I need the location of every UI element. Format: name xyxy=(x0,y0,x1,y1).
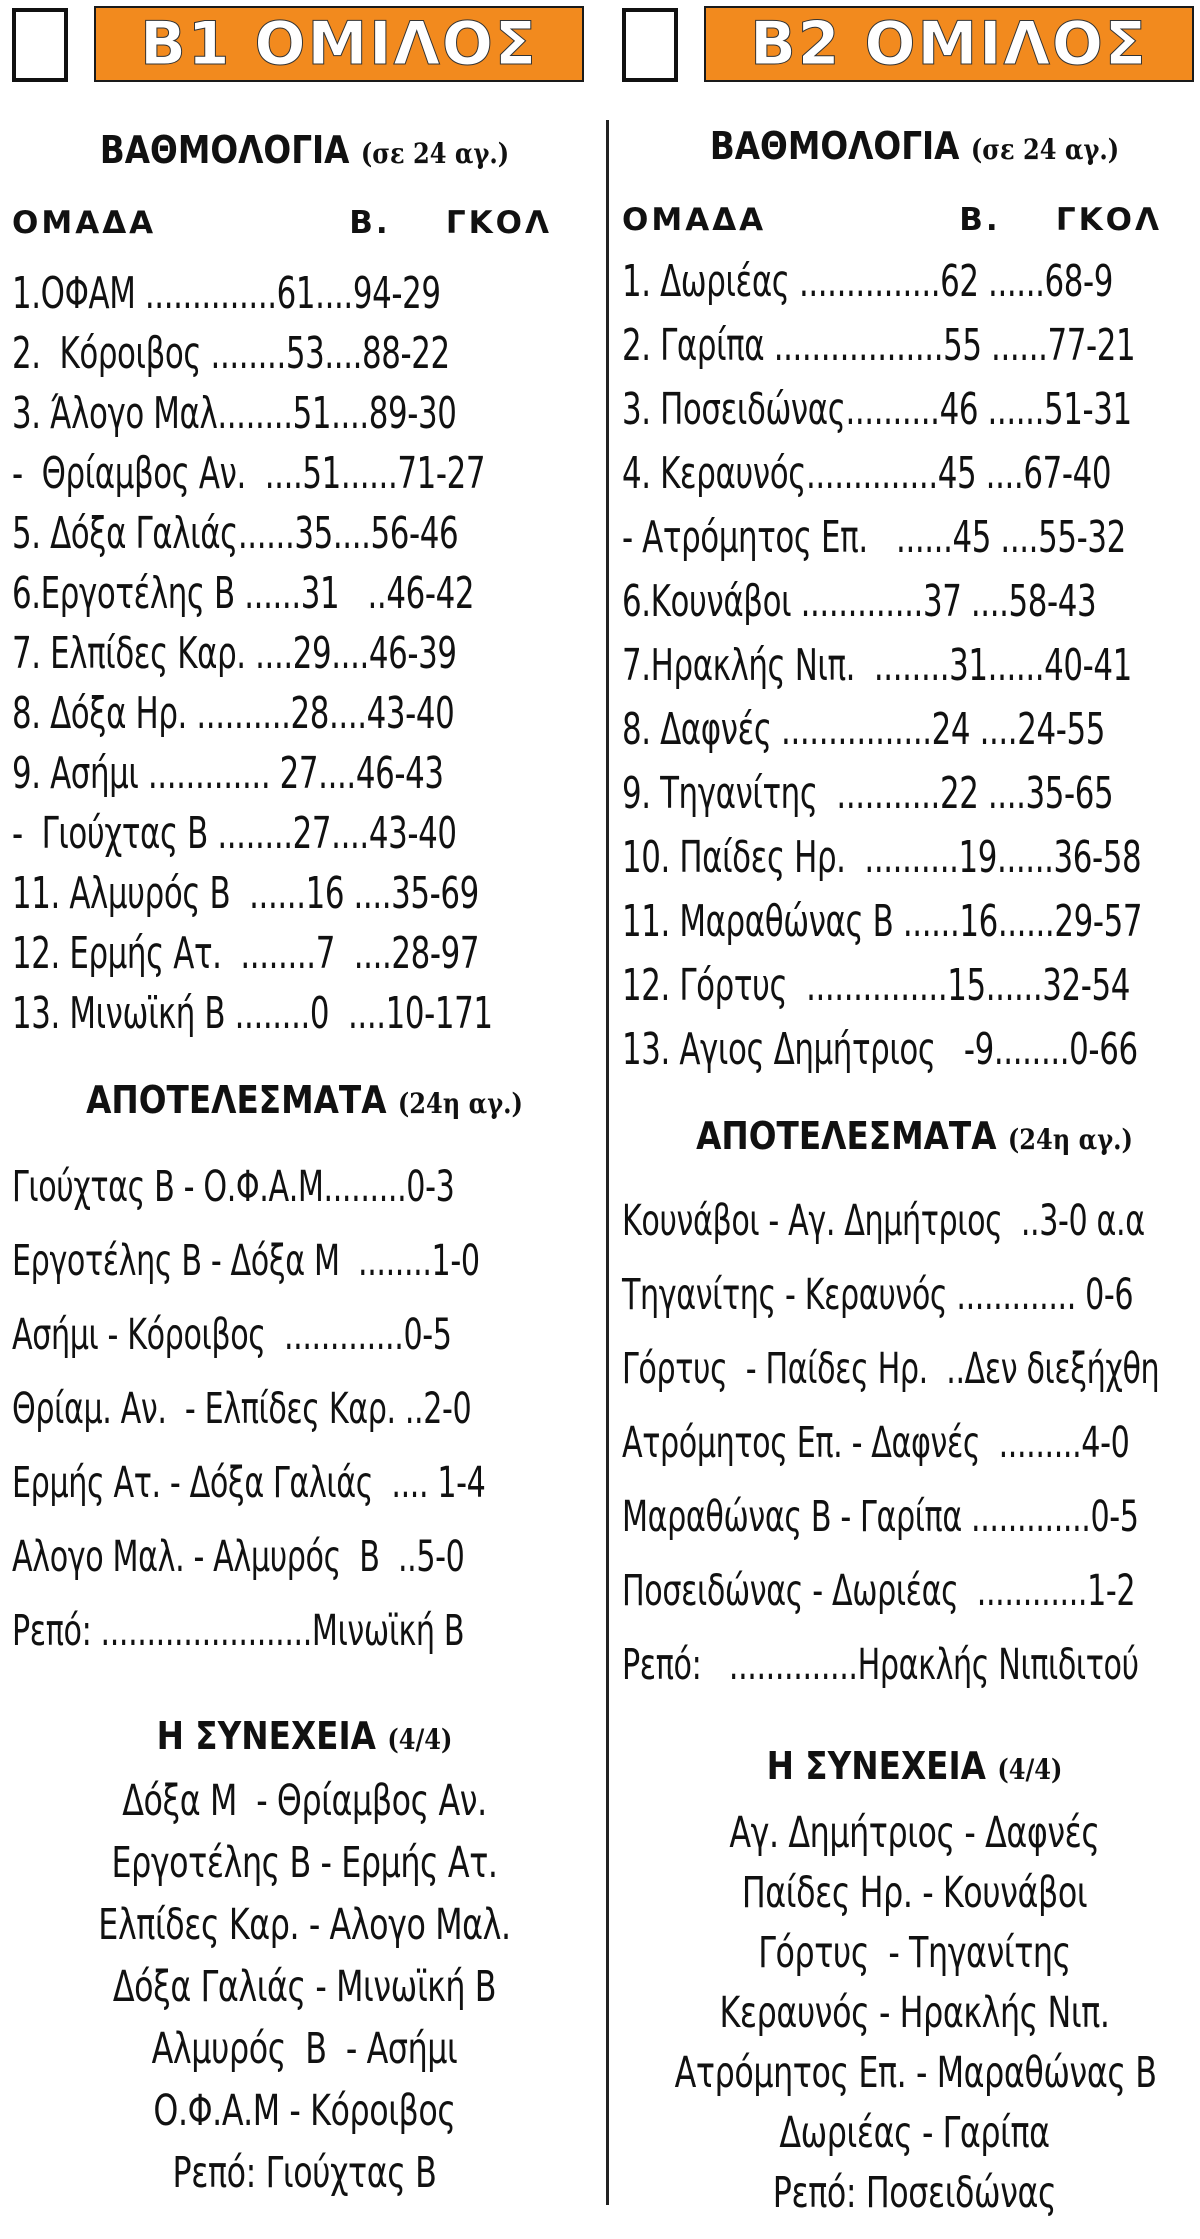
fixture-row: Γόρτυς - Τηγανίτης xyxy=(758,1928,1071,1978)
group-b1-checkbox[interactable] xyxy=(12,8,68,82)
standings-row: 5. Δόξα Γαλιάς......35....56-46 xyxy=(12,508,459,559)
standings-row: 10. Παίδες Ηρ. ..........19......36-58 xyxy=(622,832,1142,883)
standings-row: 2. Γαρίπα ..................55 ......77-21 xyxy=(622,320,1136,371)
standings-row: 13. Αγιος Δημήτριος -9........0-66 xyxy=(622,1024,1138,1075)
fixture-row: Ατρόμητος Επ. - Μαραθώνας Β xyxy=(674,2048,1157,2098)
result-row: Ασήμι - Κόροιβος .............0-5 xyxy=(12,1310,452,1360)
b1-next-title-text: Η ΣΥΝΕΧΕΙΑ xyxy=(156,1714,376,1758)
column-divider xyxy=(606,120,609,2205)
standings-row: 12. Γόρτυς ...............15......32-54 xyxy=(622,960,1130,1011)
group-b2-title-banner xyxy=(704,6,1194,82)
b2-next-title xyxy=(663,1744,1166,1788)
standings-row: - Ατρόμητος Επ. ......45 ....55-32 xyxy=(622,512,1126,563)
result-row: Μαραθώνας Β - Γαρίπα .............0-5 xyxy=(622,1492,1139,1542)
b1-results-subtitle: (24η αγ.) xyxy=(397,1087,523,1120)
fixture-row: Ελπίδες Καρ. - Αλογο Μαλ. xyxy=(98,1900,511,1950)
standings-row: 3. Άλογο Μαλ........51....89-30 xyxy=(12,388,457,439)
fixture-row: Αγ. Δημήτριος - Δαφνές xyxy=(729,1808,1100,1858)
result-row: Γιούχτας Β - Ο.Φ.Α.Μ.........0-3 xyxy=(12,1162,455,1212)
b2-next-title-text: Η ΣΥΝΕΧΕΙΑ xyxy=(766,1744,986,1788)
b2-standings-column-header: ΟΜΑΔΑ Β. ΓΚΟΛ xyxy=(622,202,1162,238)
group-b2-title: B2 ΟΜΙΛΟΣ xyxy=(750,9,1148,79)
result-row: Ερμής Ατ. - Δόξα Γαλιάς .... 1-4 xyxy=(12,1458,486,1508)
fixture-row: Δόξα Μ - Θρίαμβος Αν. xyxy=(122,1776,487,1826)
group-b1-title-banner xyxy=(94,6,584,82)
standings-row: 4. Κεραυνός..............45 ....67-40 xyxy=(622,448,1112,499)
b1-next-subtitle: (4/4) xyxy=(387,1723,453,1756)
b1-results-title-text: ΑΠΟΤΕΛΕΣΜΑΤΑ xyxy=(86,1078,387,1122)
standings-row: 6.Κουνάβοι .............37 ....58-43 xyxy=(622,576,1097,627)
result-row: Ρεπό: .......................Μινωϊκή Β xyxy=(12,1606,465,1656)
group-b1-title: B1 ΟΜΙΛΟΣ xyxy=(140,9,538,79)
standings-row: 8. Δαφνές ................24 ....24-55 xyxy=(622,704,1105,755)
group-b2-checkbox[interactable] xyxy=(622,8,678,82)
result-row: Θρίαμ. Αν. - Ελπίδες Καρ. ..2-0 xyxy=(12,1384,472,1434)
fixture-row: Δωριέας - Γαρίπα xyxy=(779,2108,1050,2158)
b1-next-title xyxy=(53,1714,556,1758)
result-row: Ατρόμητος Επ. - Δαφνές .........4-0 xyxy=(622,1418,1130,1468)
standings-row: - Θρίαμβος Αν. ....51......71-27 xyxy=(12,448,486,499)
b2-results-title-text: ΑΠΟΤΕΛΕΣΜΑΤΑ xyxy=(696,1114,997,1158)
result-row: Αλογο Μαλ. - Αλμυρός Β ..5-0 xyxy=(12,1532,465,1582)
b2-standings-subtitle: (σε 24 αγ.) xyxy=(970,133,1120,166)
standings-row: 7.Ηρακλής Νιπ. ........31......40-41 xyxy=(622,640,1132,691)
b2-standings-title xyxy=(663,124,1166,168)
fixture-row: Κεραυνός - Ηρακλής Νιπ. xyxy=(719,1988,1110,2038)
b1-standings-title-text: ΒΑΘΜΟΛΟΓΙΑ xyxy=(99,128,350,172)
standings-row: 9. Ασήμι ............. 27....46-43 xyxy=(12,748,444,799)
group-b1-column xyxy=(12,0,597,2239)
standings-row: 9. Τηγανίτης ...........22 ....35-65 xyxy=(622,768,1114,819)
b1-standings-column-header: ΟΜΑΔΑ Β. ΓΚΟΛ xyxy=(12,205,552,241)
fixture-row: Εργοτέλης Β - Ερμής Ατ. xyxy=(111,1838,498,1888)
fixture-row: Ρεπό: Ποσειδώνας xyxy=(772,2168,1057,2218)
standings-row: 7. Ελπίδες Καρ. ....29....46-39 xyxy=(12,628,457,679)
result-row: Γόρτυς - Παίδες Ηρ. ..Δεν διεξήχθη xyxy=(622,1344,1160,1394)
group-b2-header xyxy=(622,0,1200,85)
result-row: Ρεπό: ..............Ηρακλής Νιπιδιτού xyxy=(622,1640,1139,1690)
result-row: Εργοτέλης Β - Δόξα Μ ........1-0 xyxy=(12,1236,480,1286)
b2-next-subtitle: (4/4) xyxy=(997,1753,1063,1786)
group-b2-column xyxy=(622,0,1200,2239)
standings-row: 11. Αλμυρός Β ......16 ....35-69 xyxy=(12,868,479,919)
standings-row: 11. Μαραθώνας Β ......16......29-57 xyxy=(622,896,1143,947)
group-b1-header xyxy=(12,0,597,85)
standings-row: 13. Μινωϊκή Β ........0 ....10-171 xyxy=(12,988,493,1039)
fixture-row: Αλμυρός Β - Ασήμι xyxy=(151,2024,458,2074)
standings-row: - Γιούχτας Β ........27....43-40 xyxy=(12,808,457,859)
fixture-row: Ο.Φ.Α.Μ - Κόροιβος xyxy=(153,2086,456,2136)
standings-row: 12. Ερμής Ατ. ........7 ....28-97 xyxy=(12,928,480,979)
b1-standings-title xyxy=(53,128,556,172)
b1-results-title xyxy=(53,1078,556,1122)
result-row: Ποσειδώνας - Δωριέας ............1-2 xyxy=(622,1566,1136,1616)
standings-row: 1. Δωριέας ...............62 ......68-9 xyxy=(622,256,1114,307)
fixture-row: Ρεπό: Γιούχτας Β xyxy=(172,2148,437,2198)
b1-standings-subtitle: (σε 24 αγ.) xyxy=(360,137,510,170)
standings-row: 6.Εργοτέλης Β ......31 ..46-42 xyxy=(12,568,475,619)
result-row: Τηγανίτης - Κεραυνός ............. 0-6 xyxy=(622,1270,1134,1320)
fixture-row: Παίδες Ηρ. - Κουνάβοι xyxy=(741,1868,1088,1918)
b2-results-title xyxy=(663,1114,1166,1158)
standings-row: 1.ΟΦΑΜ ..............61....94-29 xyxy=(12,268,441,319)
b2-results-subtitle: (24η αγ.) xyxy=(1007,1123,1133,1156)
standings-row: 3. Ποσειδώνας..........46 ......51-31 xyxy=(622,384,1132,435)
standings-row: 2. Κόροιβος ........53....88-22 xyxy=(12,328,450,379)
fixture-row: Δόξα Γαλιάς - Μινωϊκή Β xyxy=(112,1962,497,2012)
standings-row: 8. Δόξα Ηρ. ..........28....43-40 xyxy=(12,688,455,739)
b2-standings-title-text: ΒΑΘΜΟΛΟΓΙΑ xyxy=(709,124,960,168)
result-row: Κουνάβοι - Αγ. Δημήτριος ..3-0 α.α xyxy=(622,1196,1145,1246)
